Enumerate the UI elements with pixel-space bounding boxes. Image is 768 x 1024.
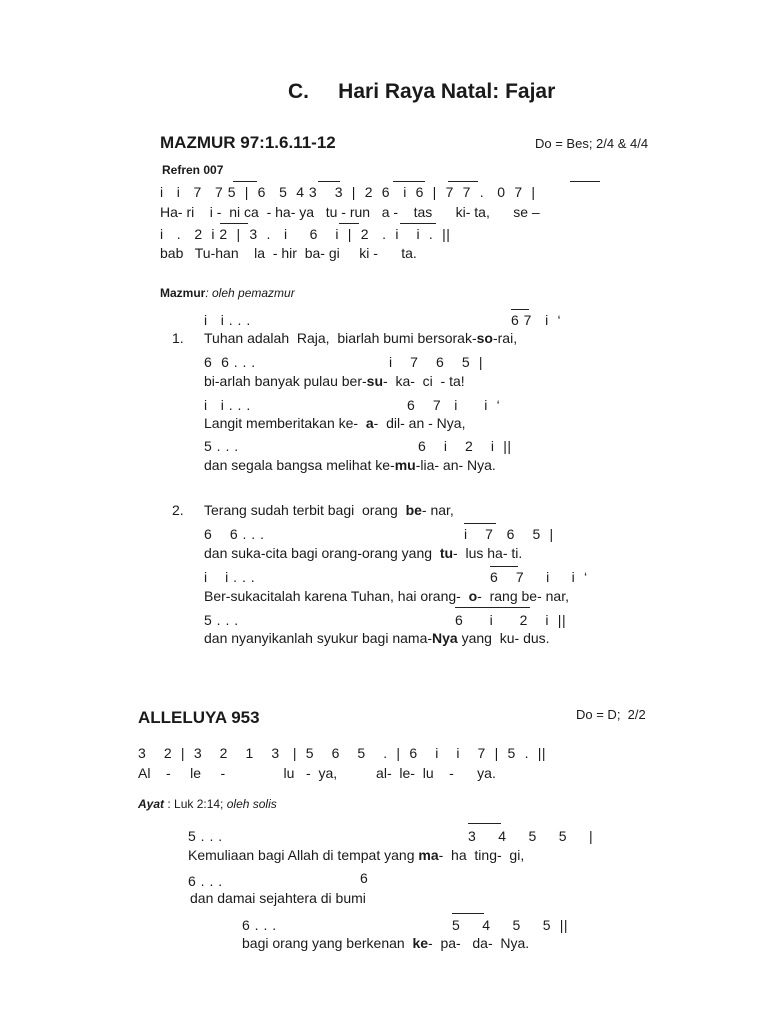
beam-mark bbox=[468, 823, 501, 824]
verse2-lyric-2 bbox=[204, 545, 522, 561]
mazmur-heading: MAZMUR 97:1.6.11-12 bbox=[160, 133, 336, 152]
alleluya-notes: 3 2 | 3 2 1 3 | 5 6 5 . | 6 i i 7 | 5 . || bbox=[138, 745, 547, 761]
verse2-lyric-4-stress: Nya bbox=[432, 630, 458, 646]
verse1-lyric-4 bbox=[204, 457, 496, 473]
verse2-lyric-3-end: - rang be- nar, bbox=[477, 588, 569, 604]
beam-mark bbox=[490, 566, 518, 567]
alleluya-lyric: Al - le - lu - ya, al- le- lu - ya. bbox=[138, 765, 496, 781]
ayat-lyric-1 bbox=[188, 847, 524, 863]
verse2-lyric-4 bbox=[204, 630, 550, 646]
verse2-lyric-3 bbox=[204, 588, 569, 604]
verse1-lyric-4-end: -lia- an- Nya. bbox=[415, 457, 496, 473]
verse1-lyric-1-text: Tuhan adalah Raja, biarlah bumi bersorak- bbox=[204, 330, 477, 346]
ayat-lyric-3-end: - pa- da- Nya. bbox=[428, 935, 530, 951]
verse2-lyric-2-text: dan suka-cita bagi orang-orang yang bbox=[204, 545, 440, 561]
verse1-lyric-4-stress: mu bbox=[394, 457, 416, 473]
refren-lyric-line-1: Ha- ri i - ni ca - ha- ya tu - run a - tas ki- ta, se – bbox=[160, 204, 540, 220]
verse2-notes-2-end: i 7 6 5 | bbox=[464, 526, 554, 542]
beam-mark bbox=[464, 523, 496, 524]
verse2-notes-3: i i . . . bbox=[204, 569, 256, 585]
beam-mark bbox=[318, 181, 340, 182]
ayat-lyric-1-stress: ma bbox=[418, 847, 439, 863]
ayat-notes-2-end: 6 bbox=[360, 870, 369, 886]
verse1-number: 1. bbox=[172, 330, 184, 346]
ayat-notes-3-end: 5 4 5 5 || bbox=[452, 917, 569, 933]
verse1-notes-3: i i . . . bbox=[204, 397, 251, 413]
refren-label: Refren 007 bbox=[162, 163, 224, 177]
beam-mark bbox=[400, 223, 436, 224]
mazmur-key-signature: Do = Bes; 2/4 & 4/4 bbox=[535, 136, 649, 151]
ayat-performer: oleh solis bbox=[226, 797, 277, 811]
ayat-lyric-3-text: bagi orang yang berkenan bbox=[242, 935, 413, 951]
verse2-lyric-4-text: dan nyanyikanlah syukur bagi nama- bbox=[204, 630, 433, 646]
verse1-lyric-2 bbox=[204, 373, 465, 389]
alleluya-heading: ALLELUYA 953 bbox=[138, 708, 260, 727]
verse1-notes-4-end: 6 i 2 i || bbox=[418, 438, 512, 454]
refren-notes-line-2: i . 2 i 2 | 3 . i 6 i | 2 . i i . || bbox=[160, 226, 451, 242]
verse1-lyric-2-text: bi-arlah banyak pulau ber- bbox=[204, 373, 367, 389]
page-title: C. Hari Raya Natal: Fajar bbox=[288, 80, 556, 103]
verse2-number: 2. bbox=[172, 502, 184, 518]
beam-mark bbox=[511, 309, 529, 310]
mazmur-section-label bbox=[160, 286, 295, 300]
verse1-notes-3-end: 6 7 i i ‘ bbox=[407, 397, 501, 413]
ayat-label-name: Ayat bbox=[138, 797, 165, 811]
verse2-lyric-3-text: Ber-sukacitalah karena Tuhan, hai orang- bbox=[204, 588, 469, 604]
refren-lyric-line-2: bab Tu-han la - hir ba- gi ki - ta. bbox=[160, 245, 417, 261]
refren-notes-line-1: i i 7 7 5 | 6 5 4 3 3 | 2 6 i 6 | 7 7 . 0 7 | bbox=[160, 184, 536, 200]
beam-mark bbox=[455, 607, 530, 608]
verse2-lyric-2-stress: tu bbox=[439, 545, 454, 561]
verse2-lyric-1-end: - nar, bbox=[421, 502, 454, 518]
verse2-lyric-2-end: - lus ha- ti. bbox=[453, 545, 523, 561]
ayat-notes-1-end: 3 4 5 5 | bbox=[468, 828, 594, 844]
verse1-lyric-3-text: Langit memberitakan ke- bbox=[204, 415, 366, 431]
verse2-lyric-1-text: Terang sudah terbit bagi orang bbox=[204, 502, 406, 518]
beam-mark bbox=[448, 181, 478, 182]
mazmur-section-name: Mazmur bbox=[160, 286, 206, 300]
beam-mark bbox=[233, 181, 257, 182]
verse2-notes-3-end: 6 7 i i ‘ bbox=[490, 569, 588, 585]
beam-mark bbox=[393, 181, 425, 182]
verse1-lyric-1-stress: so bbox=[476, 330, 493, 346]
verse1-lyric-1-end: -rai, bbox=[492, 330, 518, 346]
verse1-notes-2: 6 6 . . . bbox=[204, 354, 256, 370]
verse1-lyric-3-stress: a bbox=[365, 415, 374, 431]
verse2-lyric-3-stress: o bbox=[468, 588, 478, 604]
verse1-lyric-4-text: dan segala bangsa melihat ke- bbox=[204, 457, 395, 473]
ayat-notes-3: 6 . . . bbox=[242, 917, 277, 933]
verse2-lyric-1-stress: be bbox=[405, 502, 422, 518]
ayat-reference: : Luk 2:14; bbox=[164, 797, 227, 811]
mazmur-section-performer: : oleh pemazmur bbox=[205, 286, 295, 300]
verse2-notes-2: 6 6 . . . bbox=[204, 526, 265, 542]
ayat-label bbox=[138, 797, 277, 811]
beam-mark bbox=[452, 913, 484, 914]
beam-mark bbox=[570, 181, 600, 182]
ayat-lyric-1-end: - ha ting- gi, bbox=[438, 847, 525, 863]
ayat-lyric-2: dan damai sejahtera di bumi bbox=[190, 890, 366, 906]
verse1-lyric-2-stress: su bbox=[366, 373, 383, 389]
ayat-notes-1: 5 . . . bbox=[188, 828, 223, 844]
beam-mark bbox=[339, 223, 359, 224]
verse1-lyric-3-end: - dil- an - Nya, bbox=[373, 415, 466, 431]
ayat-lyric-3-stress: ke bbox=[412, 935, 429, 951]
ayat-lyric-1-text: Kemuliaan bagi Allah di tempat yang bbox=[188, 847, 419, 863]
verse1-lyric-1 bbox=[204, 330, 517, 346]
ayat-lyric-3 bbox=[242, 935, 529, 951]
ayat-notes-2: 6 . . . bbox=[188, 873, 223, 889]
verse1-notes-1: i i . . . bbox=[204, 312, 251, 328]
verse1-notes-1-end: 6 7 i ‘ bbox=[511, 312, 562, 328]
verse1-lyric-3 bbox=[204, 415, 465, 431]
verse1-lyric-2-end: - ka- ci - ta! bbox=[383, 373, 465, 389]
verse2-lyric-4-end: yang ku- dus. bbox=[457, 630, 550, 646]
alleluya-key-signature: Do = D; 2/2 bbox=[576, 707, 646, 722]
beam-mark bbox=[220, 223, 248, 224]
verse1-notes-2-end: i 7 6 5 | bbox=[389, 354, 484, 370]
verse2-notes-4-end: 6 i 2 i || bbox=[455, 612, 567, 628]
verse2-notes-4: 5 . . . bbox=[204, 612, 239, 628]
verse2-lyric-1 bbox=[204, 502, 454, 518]
verse1-notes-4: 5 . . . bbox=[204, 438, 239, 454]
